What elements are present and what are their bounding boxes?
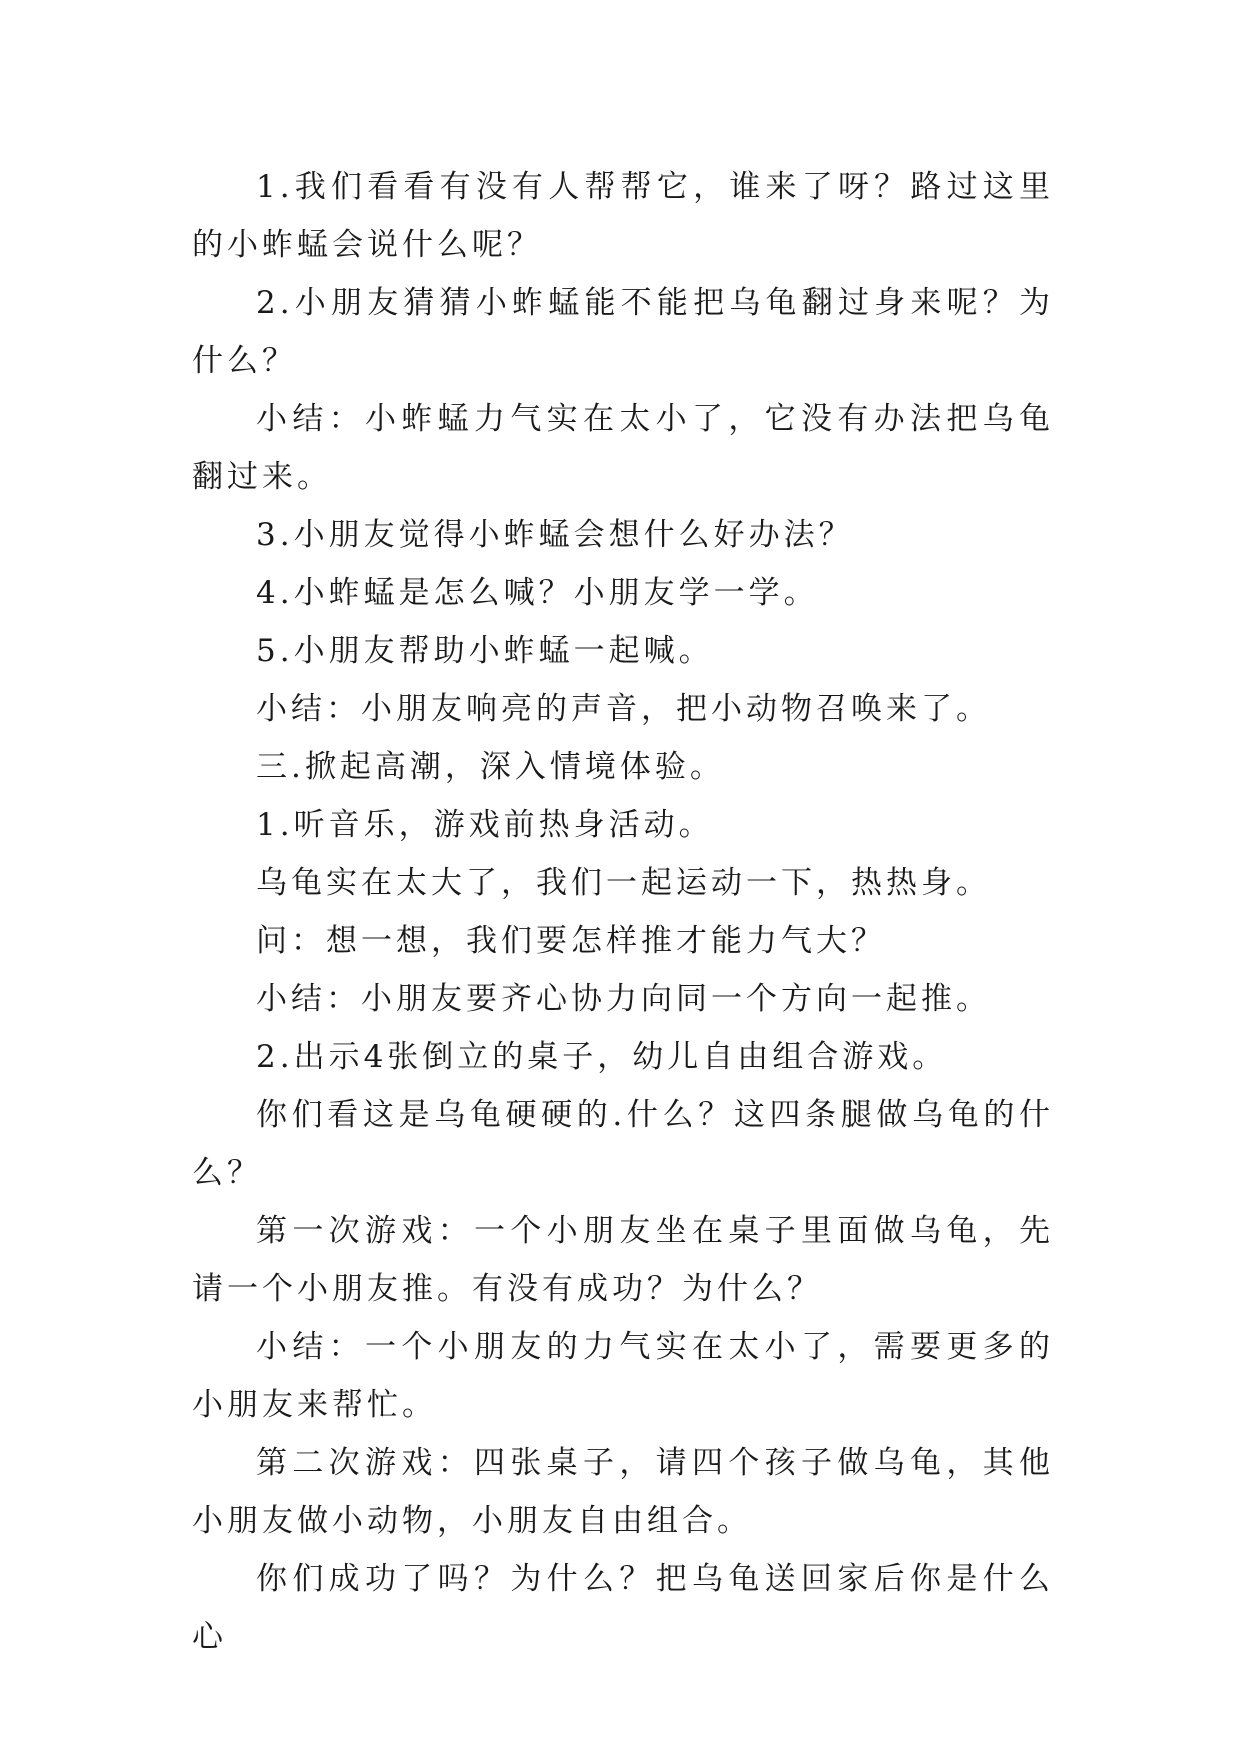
paragraph-question-2: 2.小朋友猜猜小蚱蜢能不能把乌龟翻过身来呢？为什么？: [192, 285, 1054, 379]
paragraph-question-3: 3.小朋友觉得小蚱蜢会想什么好办法？: [256, 517, 854, 553]
paragraph-summary-1: 小结：小蚱蜢力气实在太小了，它没有办法把乌龟翻过来。: [192, 401, 1054, 495]
paragraph-summary-2: 小结：小朋友响亮的声音，把小动物召唤来了。: [256, 691, 991, 727]
paragraph-warmup: 乌龟实在太大了，我们一起运动一下，热热身。: [256, 865, 991, 901]
paragraph-step-1: 1.听音乐，游戏前热身活动。: [256, 807, 714, 843]
paragraph-step-2: 2.出示4张倒立的桌子，幼儿自由组合游戏。: [256, 1039, 948, 1075]
paragraph-success-question: 你们成功了吗？为什么？把乌龟送回家后你是什么心: [192, 1561, 1054, 1655]
paragraph-ask: 问：想一想，我们要怎样推才能力气大？: [256, 923, 886, 959]
paragraph-summary-3: 小结：小朋友要齐心协力向同一个方向一起推。: [256, 981, 991, 1017]
paragraph-game-2: 第二次游戏：四张桌子，请四个孩子做乌龟，其他小朋友做小动物，小朋友自由组合。: [192, 1445, 1054, 1539]
section-heading-3: 三.掀起高潮，深入情境体验。: [256, 749, 725, 785]
paragraph-question-5: 5.小朋友帮助小蚱蜢一起喊。: [256, 633, 714, 669]
paragraph-question-4: 4.小蚱蜢是怎么喊？小朋友学一学。: [256, 575, 819, 611]
paragraph-question-1: 1.我们看看有没有人帮帮它，谁来了呀？路过这里的小蚱蜢会说什么呢？: [192, 169, 1054, 263]
paragraph-game-1: 第一次游戏：一个小朋友坐在桌子里面做乌龟，先请一个小朋友推。有没有成功？为什么？: [192, 1213, 1054, 1307]
paragraph-summary-4: 小结：一个小朋友的力气实在太小了，需要更多的小朋友来帮忙。: [192, 1329, 1054, 1423]
paragraph-shell-question: 你们看这是乌龟硬硬的.什么？这四条腿做乌龟的什么？: [192, 1097, 1054, 1191]
document-body: [192, 158, 1054, 1666]
